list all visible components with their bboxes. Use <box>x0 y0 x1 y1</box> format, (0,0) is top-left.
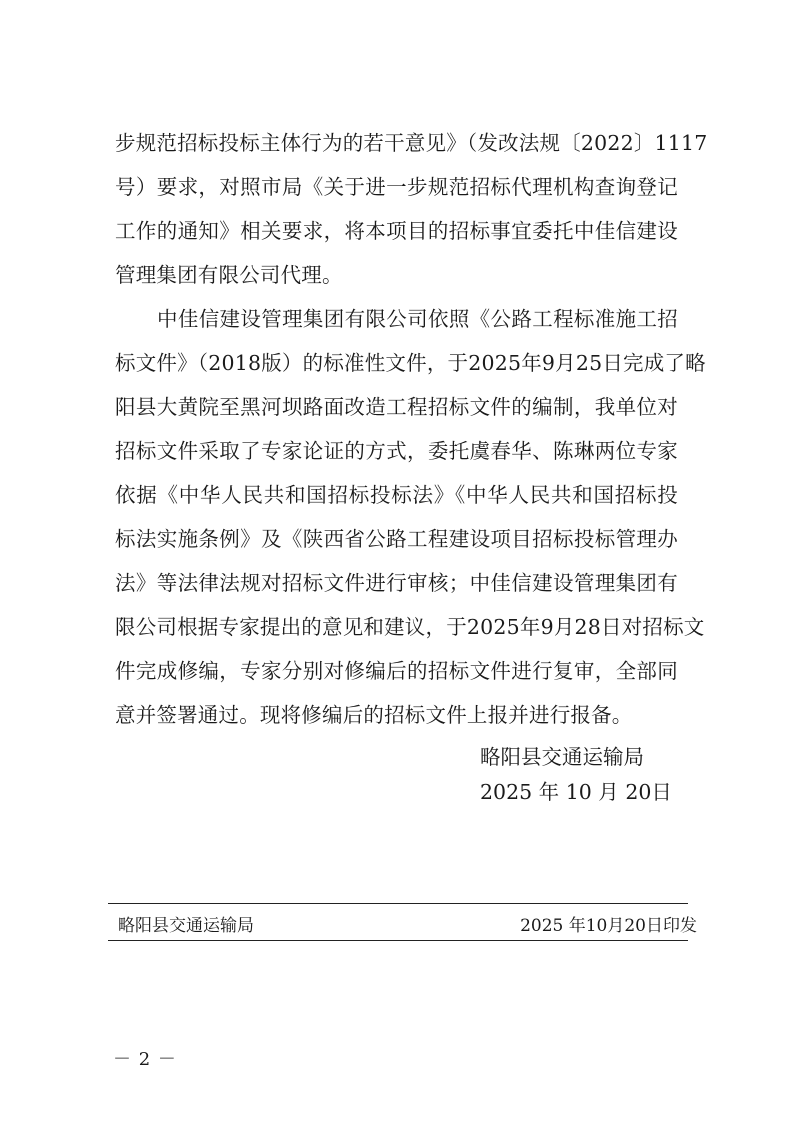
body-line-12: 限公司根据专家提出的意见和建议，于2025年9月28日对招标文 <box>115 615 705 639</box>
body-line-3: 工作的通知》相关要求，将本项目的招标事宜委托中佳信建设 <box>115 219 678 243</box>
footer-rule-top <box>108 903 688 904</box>
body-line-5: 中佳信建设管理集团有限公司依照《公路工程标准施工招 <box>157 307 678 331</box>
body-line-9: 依据《中华人民共和国招标投标法》《中华人民共和国招标投 <box>115 483 678 507</box>
body-line-13: 件完成修编，专家分别对修编后的招标文件进行复审，全部同 <box>115 659 678 683</box>
body-line-1: 步规范招标投标主体行为的若干意见》（发改法规〔2022〕1117 <box>115 131 708 155</box>
footer-issue-date: 2025 年10月20日印发 <box>520 916 697 936</box>
body-line-6: 标文件》（2018版）的标准性文件，于2025年9月25日完成了略 <box>115 351 706 375</box>
body-line-2: 号）要求，对照市局《关于进一步规范招标代理机构查询登记 <box>115 175 678 199</box>
body-line-10: 标法实施条例》及《陕西省公路工程建设项目招标投标管理办 <box>115 527 678 551</box>
page-number: － 2 － <box>113 1049 177 1070</box>
signature-org: 略阳县交通运输局 <box>480 745 644 769</box>
body-line-14: 意并签署通过。现将修编后的招标文件上报并进行报备。 <box>115 703 633 727</box>
body-line-8: 招标文件采取了专家论证的方式，委托虞春华、陈琳两位专家 <box>115 439 678 463</box>
footer-issuer: 略阳县交通运输局 <box>118 916 254 936</box>
body-line-7: 阳县大黄院至黑河坝路面改造工程招标文件的编制，我单位对 <box>115 395 678 419</box>
body-line-11: 法》等法律法规对招标文件进行审核；中佳信建设管理集团有 <box>115 571 678 595</box>
footer-rule-bottom <box>108 940 688 941</box>
signature-date: 2025 年 10 月 20日 <box>480 780 672 804</box>
body-line-4: 管理集团有限公司代理。 <box>115 263 343 287</box>
